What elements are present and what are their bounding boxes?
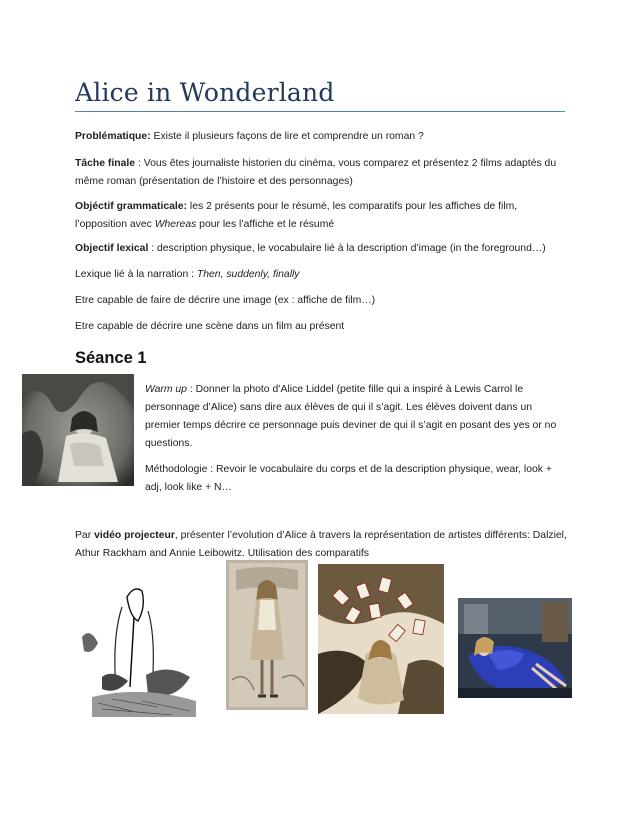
objectif-grammatical-text1: les 2 présents pour le résumé, les comparatifs pour les affiches de film, l’opposition avec [75, 201, 518, 230]
objectif-grammatical-italic: Whereas [154, 219, 197, 230]
tache-paragraph [75, 155, 567, 191]
objectif-grammatical-label: Objéctif grammaticale: [75, 201, 188, 212]
dalziel-illustration [72, 577, 212, 717]
problematique-text: Existe il plusieurs façons de lire et comprendre un roman ? [150, 131, 424, 142]
tache-text: : Vous êtes journaliste historien du cinéma, vous comparez et présentez 2 films adaptés du même roman (présentation de l’histoire et des personnages) [75, 158, 557, 187]
warm-up-text: : Donner la photo d’Alice Liddel (petite fille qui a inspiré à Lewis Carrol le personnage d’Alice) sans dire aux élèves de qui il s’agit. Les élèves doivent dans un premier temps décrire ce personnage puis deviner de qui il s’agit en posant des yes or no questions. [145, 384, 557, 449]
objectif-lexical-text: : description physique, le vocabulaire lié à la description d’image (in the foreground…) [148, 243, 546, 254]
rackham-illustration [226, 560, 308, 710]
warm-up-label: Warm up [145, 384, 187, 395]
methodologie-paragraph: Méthodologie : Revoir le vocabulaire du corps et de la description physique, wear, look + adj, look like + N… [145, 464, 552, 493]
video-text: , présenter l’evolution d’Alice à travers la représentation de artistes différents: Dalziel, Athur Rackham and Annie Leibowitz. Utilisation des comparatifs [75, 530, 567, 559]
objectif-lexical-paragraph [75, 240, 567, 258]
warm-up-paragraph [145, 381, 565, 453]
video-pre: Par [75, 530, 95, 541]
rackham-cards-illustration [318, 564, 444, 714]
lexique-text: Lexique lié à la narration : [75, 269, 197, 280]
alice-liddell-photo [22, 374, 134, 486]
title-underline [75, 111, 565, 112]
video-bold: vidéo projecteur [94, 530, 175, 541]
lexique-paragraph [75, 266, 567, 284]
lexique-italic: Then, suddenly, finally [196, 269, 300, 280]
objectif-grammatical-paragraph [75, 198, 567, 234]
objectif-grammatical-text2: pour les l’affiche et le résumé [196, 219, 335, 230]
capable-scene-paragraph: Etre capable de décrire une scène dans un film au présent [75, 321, 345, 332]
seance-heading: Séance 1 [75, 349, 147, 367]
leibovitz-photo [458, 598, 572, 698]
problematique-paragraph [75, 128, 567, 146]
video-paragraph [75, 527, 567, 563]
page-title: Alice in Wonderland [75, 78, 335, 107]
tache-label: Tâche finale [75, 158, 136, 169]
capable-image-paragraph: Etre capable de faire de décrire une image (ex : affiche de film…) [75, 295, 376, 306]
objectif-lexical-label: Objectif lexical [75, 243, 149, 254]
problematique-label: Problématique: [75, 131, 151, 142]
